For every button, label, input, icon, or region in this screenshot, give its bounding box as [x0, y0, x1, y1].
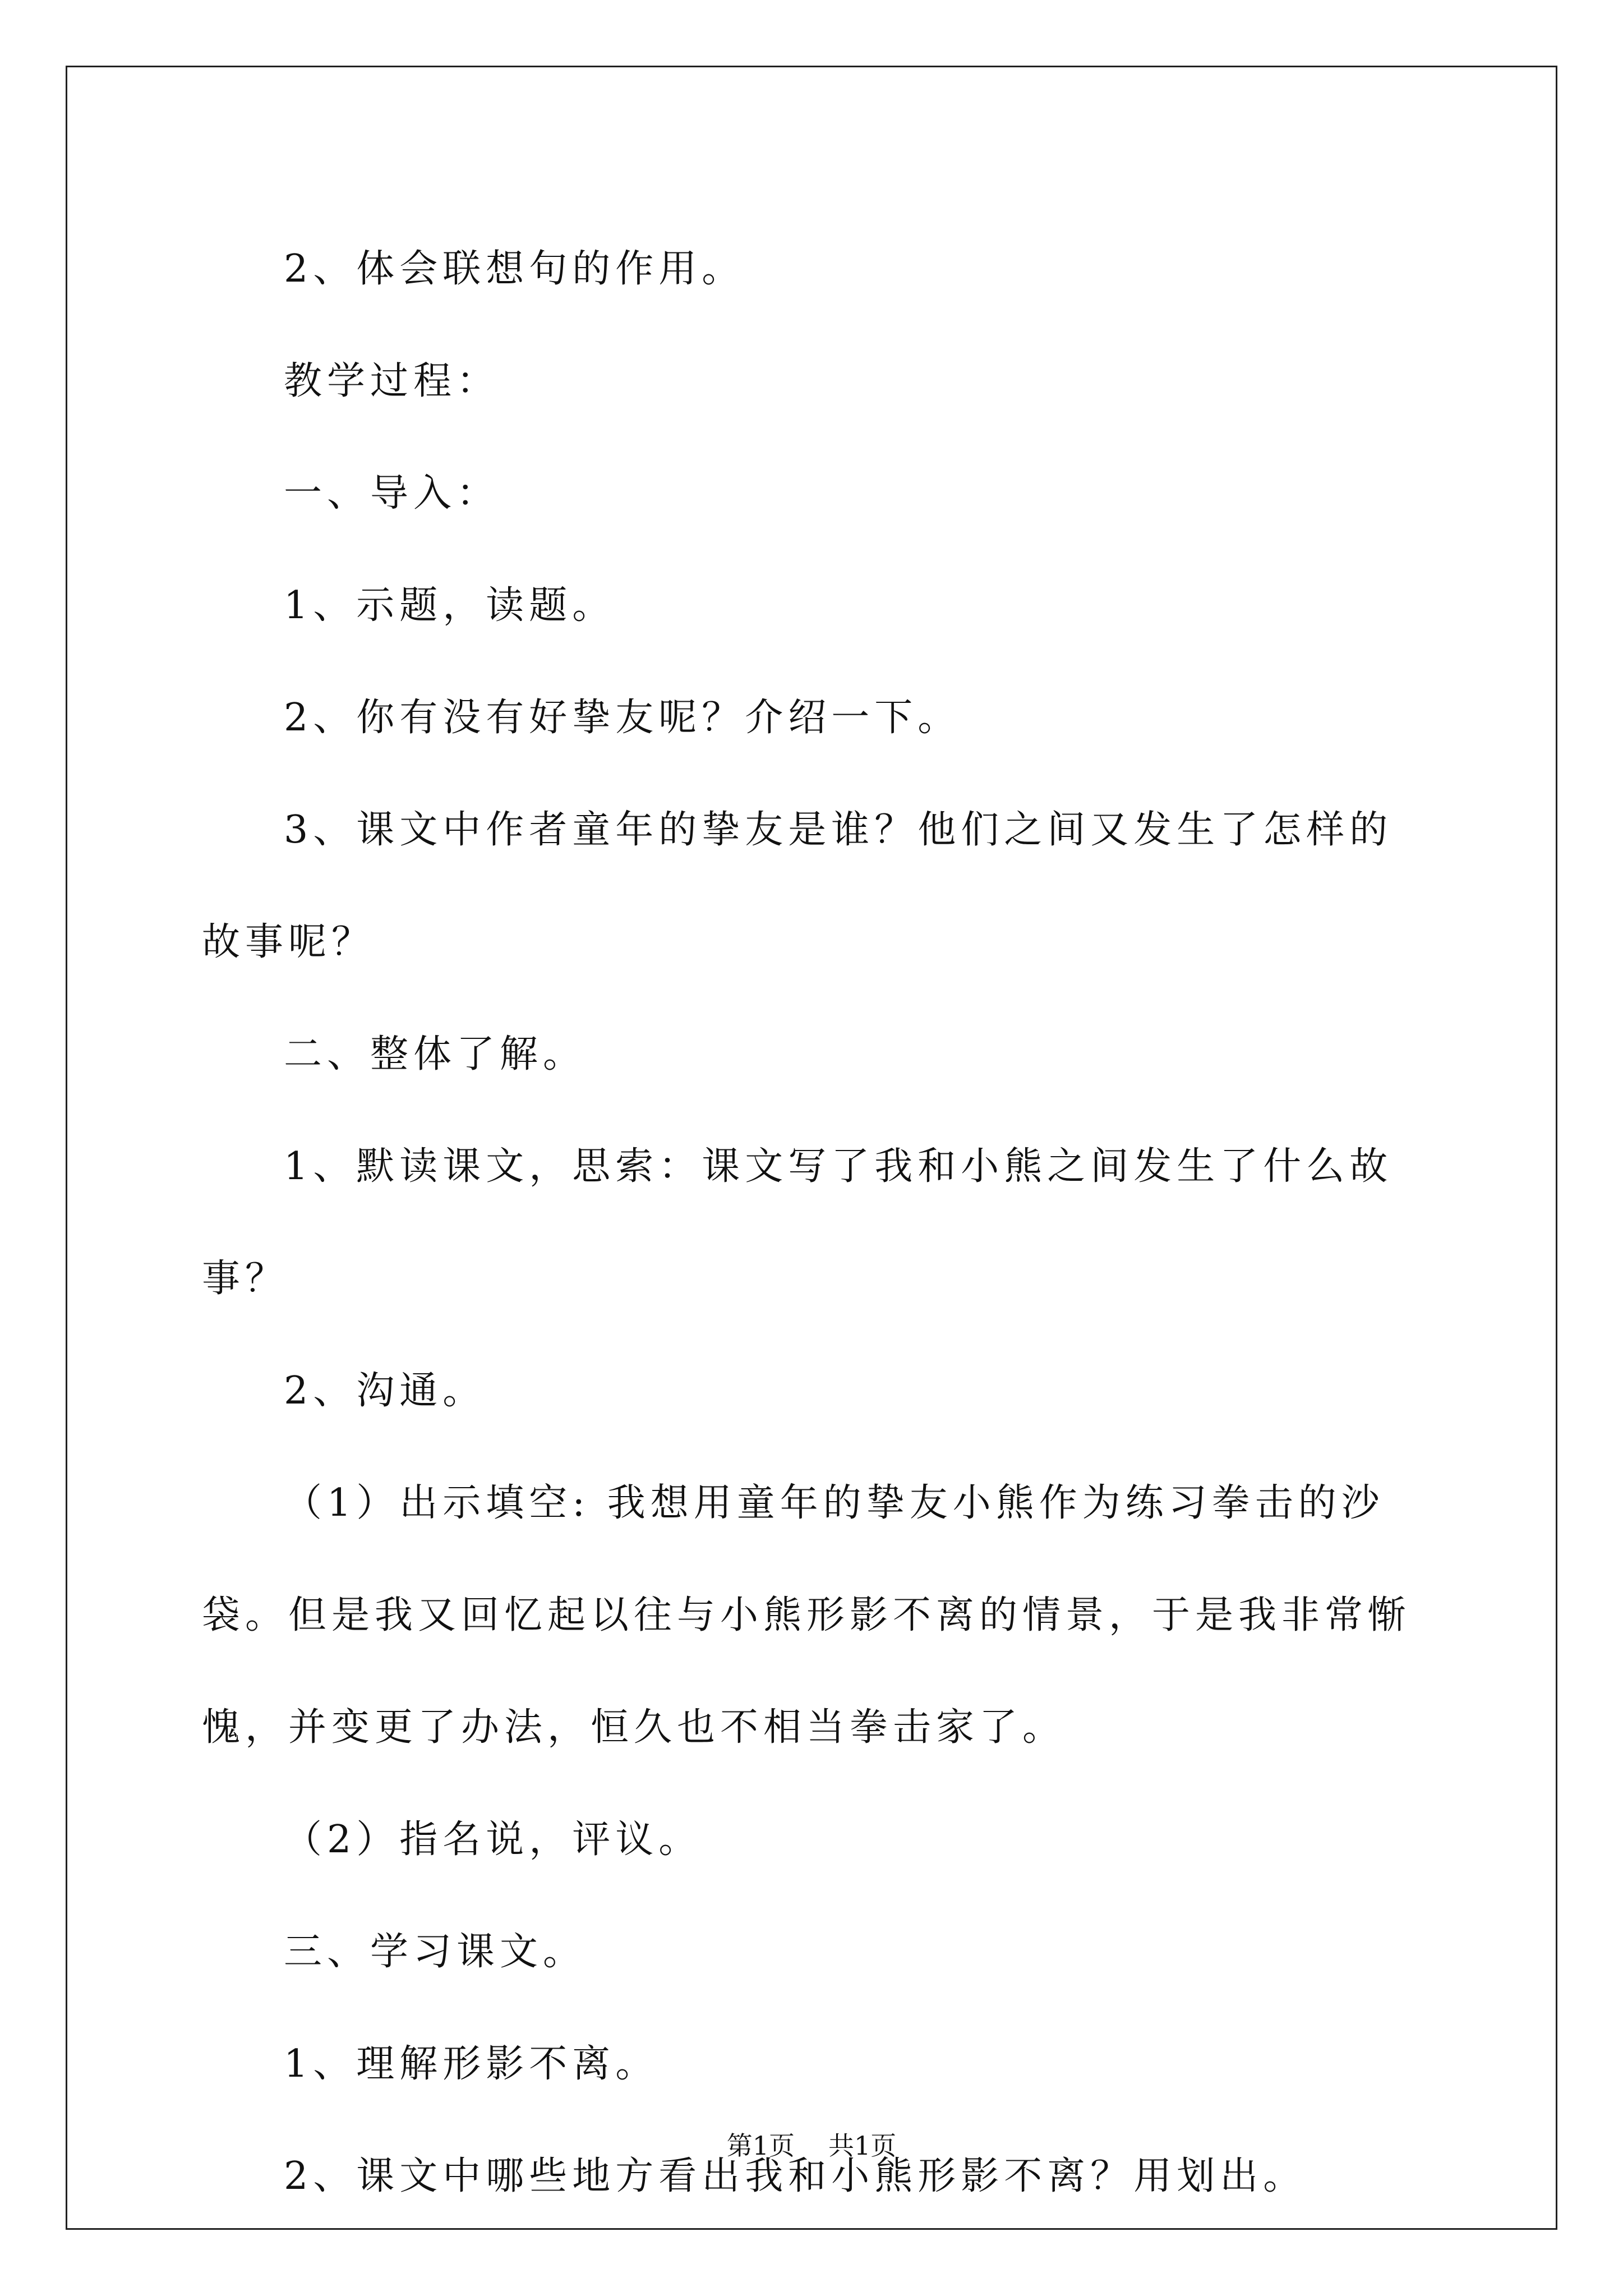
page-number: 第1页 — [726, 2131, 795, 2161]
document-body — [202, 213, 1436, 2233]
paragraph: （1）出示填空: 我想用童年的挚友小熊作为练习拳击的沙袋。但是我又回忆起以往与小熊形影不离的情景，于是我非常惭愧，并变更了办法，恒久也不相当拳击家了。 — [202, 1481, 1412, 1750]
paragraph: 3、课文中作者童年的挚友是谁？他们之间又发生了怎样的故事呢？ — [202, 808, 1393, 964]
paragraph: 2、课文中哪些地方看出我和小熊形影不离？用划出。 — [284, 2154, 1307, 2198]
page-total: 共1页 — [828, 2131, 897, 2161]
paragraph: （2）指名说，评议。 — [284, 1818, 702, 1862]
page-footer — [0, 2129, 1623, 2162]
paragraph: 2、沟通。 — [284, 1369, 486, 1413]
paragraph: 2、你有没有好挚友呢？介绍一下。 — [284, 696, 961, 740]
paragraph: 二、整体了解。 — [284, 1032, 587, 1076]
paragraph: 1、默读课文，思索：课文写了我和小熊之间发生了什么故事？ — [202, 1144, 1393, 1301]
paragraph: 教学过程： — [284, 359, 500, 403]
paragraph: 三、学习课文。 — [284, 1930, 587, 1974]
paragraph: 一、导入： — [284, 471, 500, 516]
paragraph: 1、理解形影不离。 — [284, 2042, 659, 2086]
paragraph: 2、体会联想句的作用。 — [284, 247, 745, 291]
paragraph: 1、示题，读题。 — [284, 583, 616, 628]
